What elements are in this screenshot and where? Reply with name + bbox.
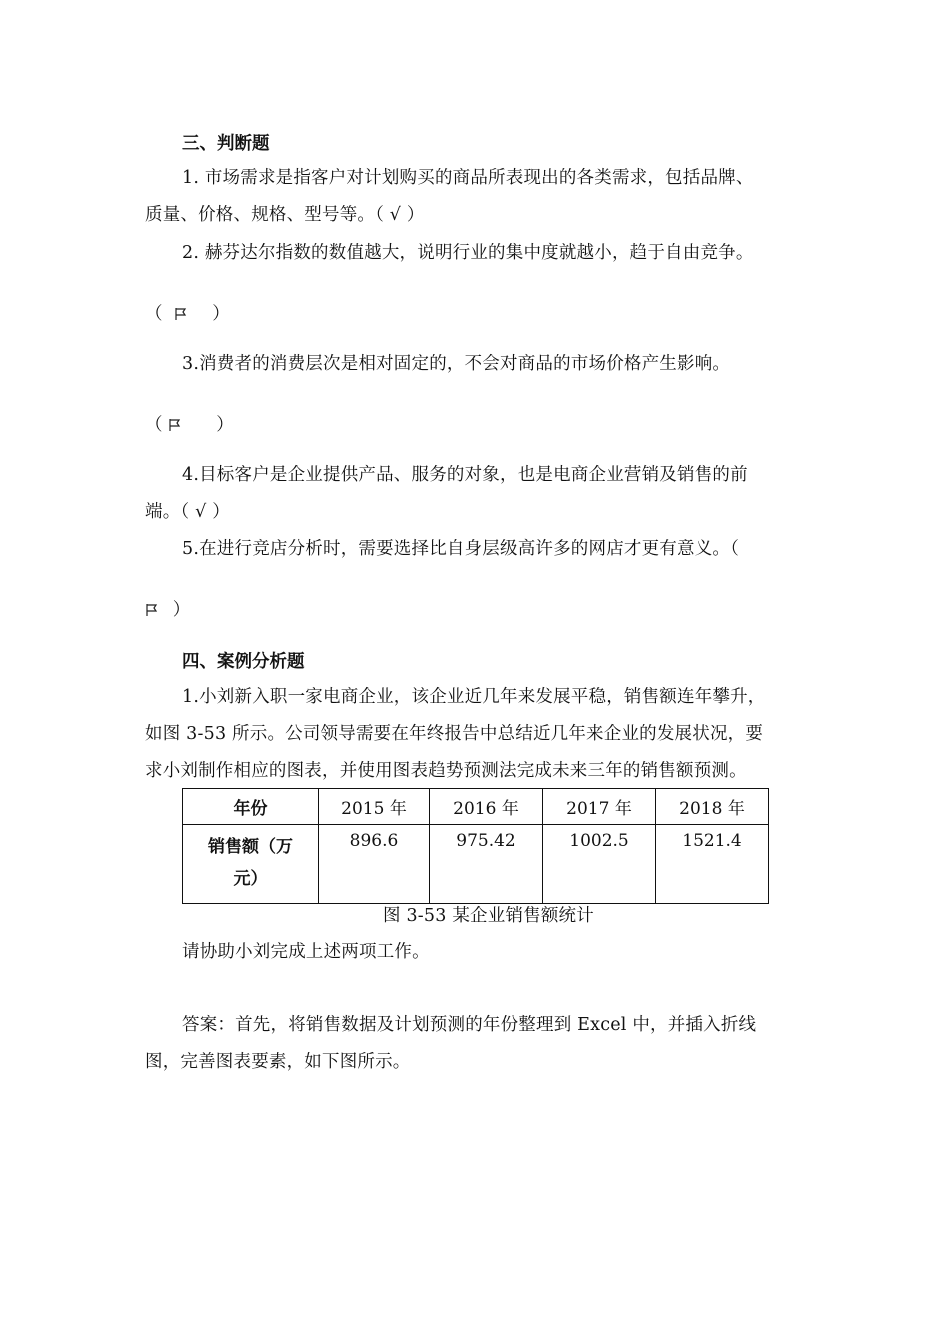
year-cell: 2015 年 xyxy=(319,789,430,825)
year-cell: 2016 年 xyxy=(430,789,543,825)
q3-line1: 3.消费者的消费层次是相对固定的，不会对商品的市场价格产生影响。 xyxy=(182,354,731,374)
q1-line2: 质量、价格、规格、型号等。（ √ ） xyxy=(145,205,425,225)
p1-line3: 求小刘制作相应的图表，并使用图表趋势预测法完成未来三年的销售额预测。 xyxy=(145,761,747,781)
q2-line1: 2. 赫芬达尔指数的数值越大，说明行业的集中度就越小，趋于自由竞争。 xyxy=(182,243,754,263)
q2-answer xyxy=(145,300,230,325)
answer-line2: 图，完善图表要素，如下图所示。 xyxy=(145,1052,411,1072)
table-caption: 图 3-53 某企业销售额统计 xyxy=(383,906,594,926)
row-label-cell xyxy=(183,825,319,904)
q3-open-paren: （ xyxy=(145,415,163,435)
year-cell: 2017 年 xyxy=(543,789,656,825)
p1-line2: 如图 3-53 所示。公司领导需要在年终报告中总结近几年来企业的发展状况，要 xyxy=(145,724,764,744)
request-text: 请协助小刘完成上述两项工作。 xyxy=(182,942,430,962)
row-label-line2: 元） xyxy=(233,869,268,889)
value-cell: 1002.5 xyxy=(543,825,656,904)
q5-close-paren: ） xyxy=(172,600,191,620)
value-cell: 975.42 xyxy=(430,825,543,904)
flag-icon xyxy=(168,417,182,431)
table-value-row xyxy=(183,825,769,904)
q1-line1: 1. 市场需求是指客户对计划购买的商品所表现出的各类需求，包括品牌、 xyxy=(182,168,754,188)
header-label-cell: 年份 xyxy=(183,789,319,825)
sales-table xyxy=(182,788,769,904)
section4-title: 四、案例分析题 xyxy=(182,652,305,672)
q4-line2: 端。（ √ ） xyxy=(145,502,230,522)
q5-line1: 5.在进行竞店分析时，需要选择比自身层级高许多的网店才更有意义。（ xyxy=(182,539,740,559)
row-label-line1: 销售额（万 xyxy=(208,837,293,857)
value-cell: 896.6 xyxy=(319,825,430,904)
q2-open-paren: （ xyxy=(145,304,163,324)
year-cell: 2018 年 xyxy=(656,789,769,825)
section3-title: 三、判断题 xyxy=(182,134,270,154)
q4-line1: 4.目标客户是企业提供产品、服务的对象，也是电商企业营销及销售的前 xyxy=(182,465,748,485)
q3-close-paren: ） xyxy=(216,415,234,435)
value-cell: 1521.4 xyxy=(656,825,769,904)
q2-close-paren: ） xyxy=(212,304,230,324)
answer-line1: 答案：首先，将销售数据及计划预测的年份整理到 Excel 中，并插入折线 xyxy=(182,1015,757,1035)
flag-icon xyxy=(145,602,159,616)
flag-icon xyxy=(174,306,188,320)
q3-answer xyxy=(145,411,234,436)
q5-answer xyxy=(145,596,190,621)
table-header-row xyxy=(183,789,769,825)
p1-line1: 1.小刘新入职一家电商企业，该企业近几年来发展平稳，销售额连年攀升， xyxy=(182,687,766,707)
